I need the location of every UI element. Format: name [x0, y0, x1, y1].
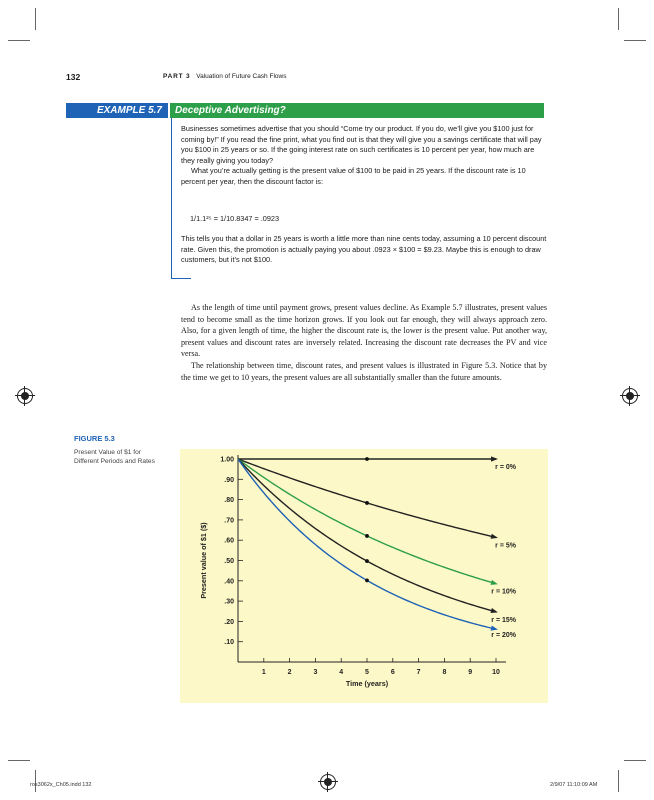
chart-panel — [180, 449, 548, 703]
y-axis-label: Present value of $1 ($) — [199, 522, 208, 599]
series-arrow — [491, 534, 498, 539]
y-tick-label: .90 — [224, 476, 234, 484]
body-paragraph: The relationship between time, discount rates, and present values is illustrated in Figure 5.3. Notice that by the time we get to 10 years, the present values are all substantially smaller than the future amounts. — [181, 360, 547, 382]
y-tick-label: .10 — [224, 639, 234, 647]
y-tick-label: .30 — [224, 598, 234, 606]
data-point — [365, 501, 369, 505]
footer-file-info: ros3062x_Ch05.indd 132 — [30, 782, 92, 788]
example-body — [181, 124, 547, 188]
running-head — [163, 73, 286, 80]
figure-caption: Present Value of $1 for Different Periods and Rates — [74, 449, 155, 465]
body-text — [181, 302, 547, 383]
x-tick-label: 7 — [416, 669, 421, 676]
x-tick-label: 4 — [339, 669, 344, 676]
series-label: r = 15% — [491, 616, 516, 624]
x-tick-label: 1 — [261, 669, 266, 676]
example-paragraph: Businesses sometimes advertise that you should “Come try our product. If you do, we’ll give you $100 just for coming by!” If you read the fine print, what you find out is that they will give you a savings certificate that will pay you $100 in 25 years or so. If the going interest rate on such certificates is 10 percent per year, how much are they really giving you today? — [181, 124, 542, 165]
series-label: r = 10% — [491, 588, 516, 596]
series-label: r = 20% — [491, 632, 516, 640]
part-label: PART 3 — [163, 73, 191, 80]
series-line — [238, 459, 496, 629]
registration-mark-icon — [320, 774, 336, 790]
page-number: 132 — [66, 72, 81, 82]
registration-mark-icon — [17, 388, 33, 404]
series-arrow — [490, 580, 497, 585]
example-paragraph: What you’re actually getting is the present value of $100 to be paid in 25 years. If the discount rate is 10 percent per year, then the discount factor is: — [181, 166, 526, 186]
y-tick-label: .80 — [224, 497, 234, 505]
crop-mark — [618, 770, 619, 792]
x-tick-label: 5 — [365, 669, 369, 676]
footer-timestamp: 2/9/07 11:10:09 AM — [550, 782, 598, 788]
series-arrow — [490, 608, 497, 613]
example-equation: 1/1.1²⁵ = 1/10.8347 = .0923 — [190, 214, 280, 223]
x-axis-label: Time (years) — [345, 679, 389, 688]
example-title: Deceptive Advertising? — [170, 103, 544, 118]
y-tick-label: .60 — [224, 537, 234, 545]
series-arrow — [491, 456, 498, 461]
y-tick-label: 1.00 — [220, 456, 234, 464]
data-point — [365, 579, 369, 583]
crop-mark — [624, 760, 646, 761]
crop-mark — [35, 8, 36, 30]
body-paragraph: As the length of time until payment grows, present values decline. As Example 5.7 illustrates, present values tend to become small as the time horizon grows. If you look out far enough, they will always approach zero. Also, for a given length of time, the higher the discount rate is, the lower is the present value. Put another way, present values and discount rates are inversely related. Increasing the discount rate decreases the PV and vice versa. — [181, 303, 547, 359]
data-point — [365, 559, 369, 563]
y-tick-label: .40 — [224, 578, 234, 586]
example-rule — [171, 118, 172, 278]
registration-mark-icon — [622, 388, 638, 404]
example-label: EXAMPLE 5.7 — [66, 103, 168, 118]
x-tick-label: 3 — [313, 669, 318, 676]
example-paragraph: This tells you that a dollar in 25 years is worth a little more than nine cents today, assuming a 10 percent discount rate. Given this, the promotion is actually paying you about .0923 × $100 = $9.23. Maybe this is enough to draw customers, but it’s not $100. — [181, 234, 547, 265]
data-point — [365, 457, 369, 461]
y-tick-label: .70 — [224, 517, 234, 525]
x-tick-label: 6 — [390, 669, 395, 676]
figure-label: FIGURE 5.3 — [74, 434, 115, 443]
series-line — [238, 459, 496, 584]
x-tick-label: 10 — [492, 669, 500, 676]
x-tick-label: 2 — [287, 669, 292, 676]
crop-mark — [618, 8, 619, 30]
present-value-chart — [180, 449, 548, 703]
crop-mark — [35, 770, 36, 792]
x-tick-label: 9 — [468, 669, 473, 676]
x-tick-label: 8 — [442, 669, 447, 676]
data-point — [365, 534, 369, 538]
crop-mark — [8, 40, 30, 41]
example-rule — [171, 278, 191, 279]
y-tick-label: .50 — [224, 558, 234, 565]
series-label: r = 5% — [495, 542, 516, 550]
series-arrow — [491, 626, 498, 631]
crop-mark — [8, 760, 30, 761]
y-tick-label: .20 — [224, 618, 234, 626]
part-title: Valuation of Future Cash Flows — [196, 73, 287, 80]
series-label: r = 0% — [495, 464, 516, 471]
crop-mark — [624, 40, 646, 41]
